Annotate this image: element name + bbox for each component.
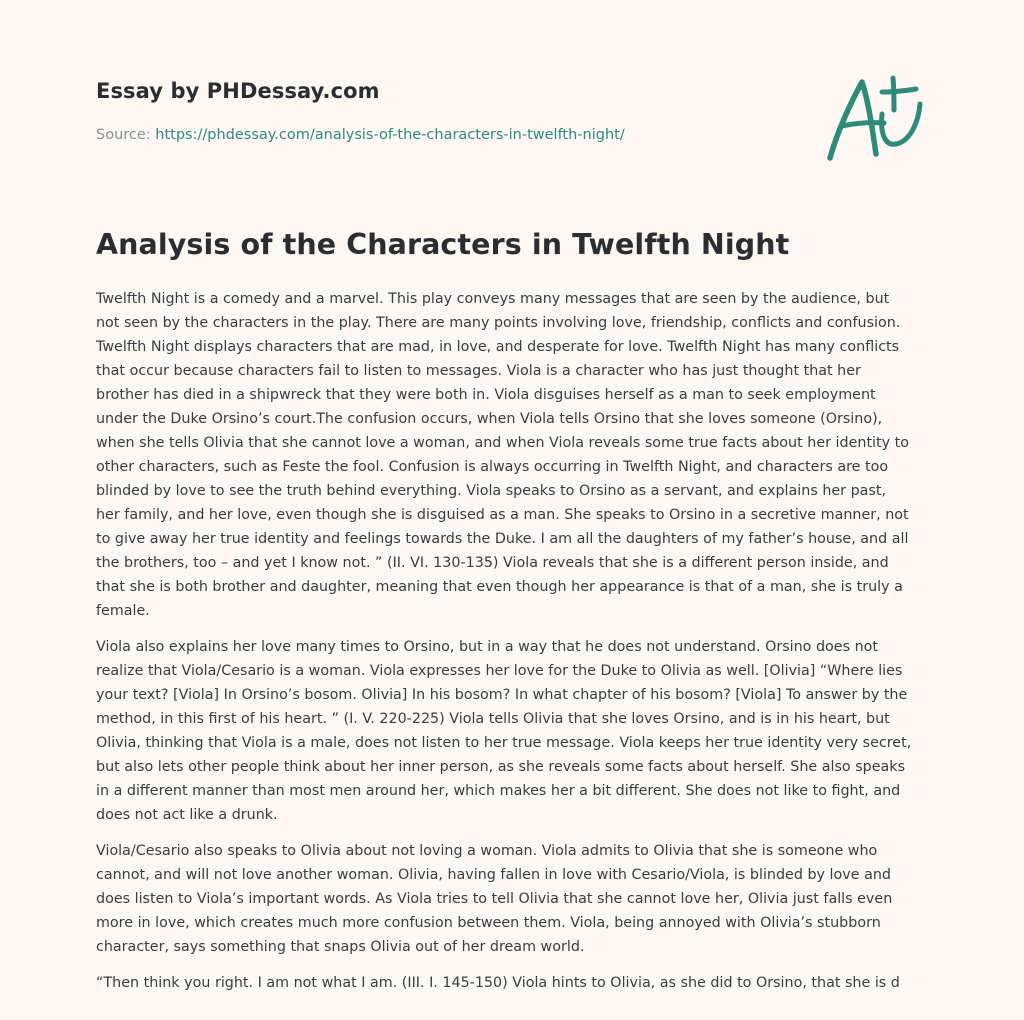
essay-paragraph	[96, 971, 936, 995]
text-line: Twelfth Night displays characters that are mad, in love, and desperate for love. Twelfth Night has many conflicts	[96, 339, 900, 355]
a-plus-grade-icon	[824, 70, 928, 166]
text-line: her family, and her love, even though she is disguised as a man. She speaks to Orsino in a secretive manner, not	[96, 507, 909, 523]
text-line: method, in this first of his heart. ” (I. V. 220-225) Viola tells Olivia that she loves Orsino, and is in his heart, but	[96, 711, 890, 727]
source-link[interactable]: https://phdessay.com/analysis-of-the-characters-in-twelfth-night/	[155, 127, 625, 143]
text-line: in a different manner than most men around her, which makes her a bit different. She does not like to fight, and	[96, 783, 901, 799]
text-line: does listen to Viola’s important words. As Viola tries to tell Olivia that she cannot love her, Olivia just falls even	[96, 891, 893, 907]
essay-paragraph	[96, 635, 936, 827]
text-line: realize that Viola/Cesario is a woman. Viola expresses her love for the Duke to Olivia as well. [Olivia] “Where lies	[96, 663, 903, 679]
text-line: that occur because characters fail to listen to messages. Viola is a character who has just thought that her	[96, 363, 861, 379]
text-line: but also lets other people think about her inner person, as she reveals some facts about herself. She also speaks	[96, 759, 906, 775]
text-line: Twelfth Night is a comedy and a marvel. This play conveys many messages that are seen by the audience, but	[96, 291, 890, 307]
essay-body	[96, 287, 936, 1007]
text-line: cannot, and will not love another woman. Olivia, having fallen in love with Cesario/Viola, is blinded by love and	[96, 867, 891, 883]
text-line: character, says something that snaps Olivia out of her dream world.	[96, 939, 585, 955]
text-line: blinded by love to see the truth behind everything. Viola speaks to Orsino as a servant, and explains her past,	[96, 483, 887, 499]
essay-title: Analysis of the Characters in Twelfth Night	[96, 228, 790, 261]
source-line	[96, 125, 796, 145]
source-label: Source:	[96, 127, 156, 143]
text-line: the brothers, too – and yet I know not. ” (II. VI. 130-135) Viola reveals that she is a different person inside, and	[96, 555, 889, 571]
text-line: brother has died in a shipwreck that they were both in. Viola disguises herself as a man to seek employment	[96, 387, 876, 403]
text-line: Olivia, thinking that Viola is a male, does not listen to her true message. Viola keeps her true identity very secret,	[96, 735, 912, 751]
text-line: does not act like a drunk.	[96, 807, 278, 823]
text-line: female.	[96, 603, 150, 619]
text-line: other characters, such as Feste the fool. Confusion is always occurring in Twelfth Night, and characters are too	[96, 459, 889, 475]
text-line: to give away her true identity and feelings towards the Duke. I am all the daughters of my father’s house, and all	[96, 531, 909, 547]
essay-header	[96, 78, 796, 145]
text-line: more in love, which creates much more confusion between them. Viola, being annoyed with Olivia’s stubborn	[96, 915, 881, 931]
text-line: your text? [Viola] In Orsino’s bosom. Olivia] In his bosom? In what chapter of his bosom? [Viola] To answer by the	[96, 687, 908, 703]
text-line: not seen by the characters in the play. There are many points involving love, friendship, conflicts and confusion.	[96, 315, 901, 331]
essay-paragraph	[96, 287, 936, 623]
site-brand: Essay by PHDessay.com	[96, 79, 380, 103]
text-line: Viola/Cesario also speaks to Olivia about not loving a woman. Viola admits to Olivia that she is someone who	[96, 843, 878, 859]
text-line: “Then think you right. I am not what I am. (III. I. 145-150) Viola hints to Olivia, as she did to Orsino, that she is d	[96, 975, 900, 991]
text-line: Viola also explains her love many times to Orsino, but in a way that he does not understand. Orsino does not	[96, 639, 878, 655]
text-line: that she is both brother and daughter, meaning that even though her appearance is that of a man, she is truly a	[96, 579, 903, 595]
text-line: under the Duke Orsino’s court.The confusion occurs, when Viola tells Orsino that she loves someone (Orsino),	[96, 411, 883, 427]
essay-paragraph	[96, 839, 936, 959]
text-line: when she tells Olivia that she cannot love a woman, and when Viola reveals some true facts about her identity to	[96, 435, 909, 451]
